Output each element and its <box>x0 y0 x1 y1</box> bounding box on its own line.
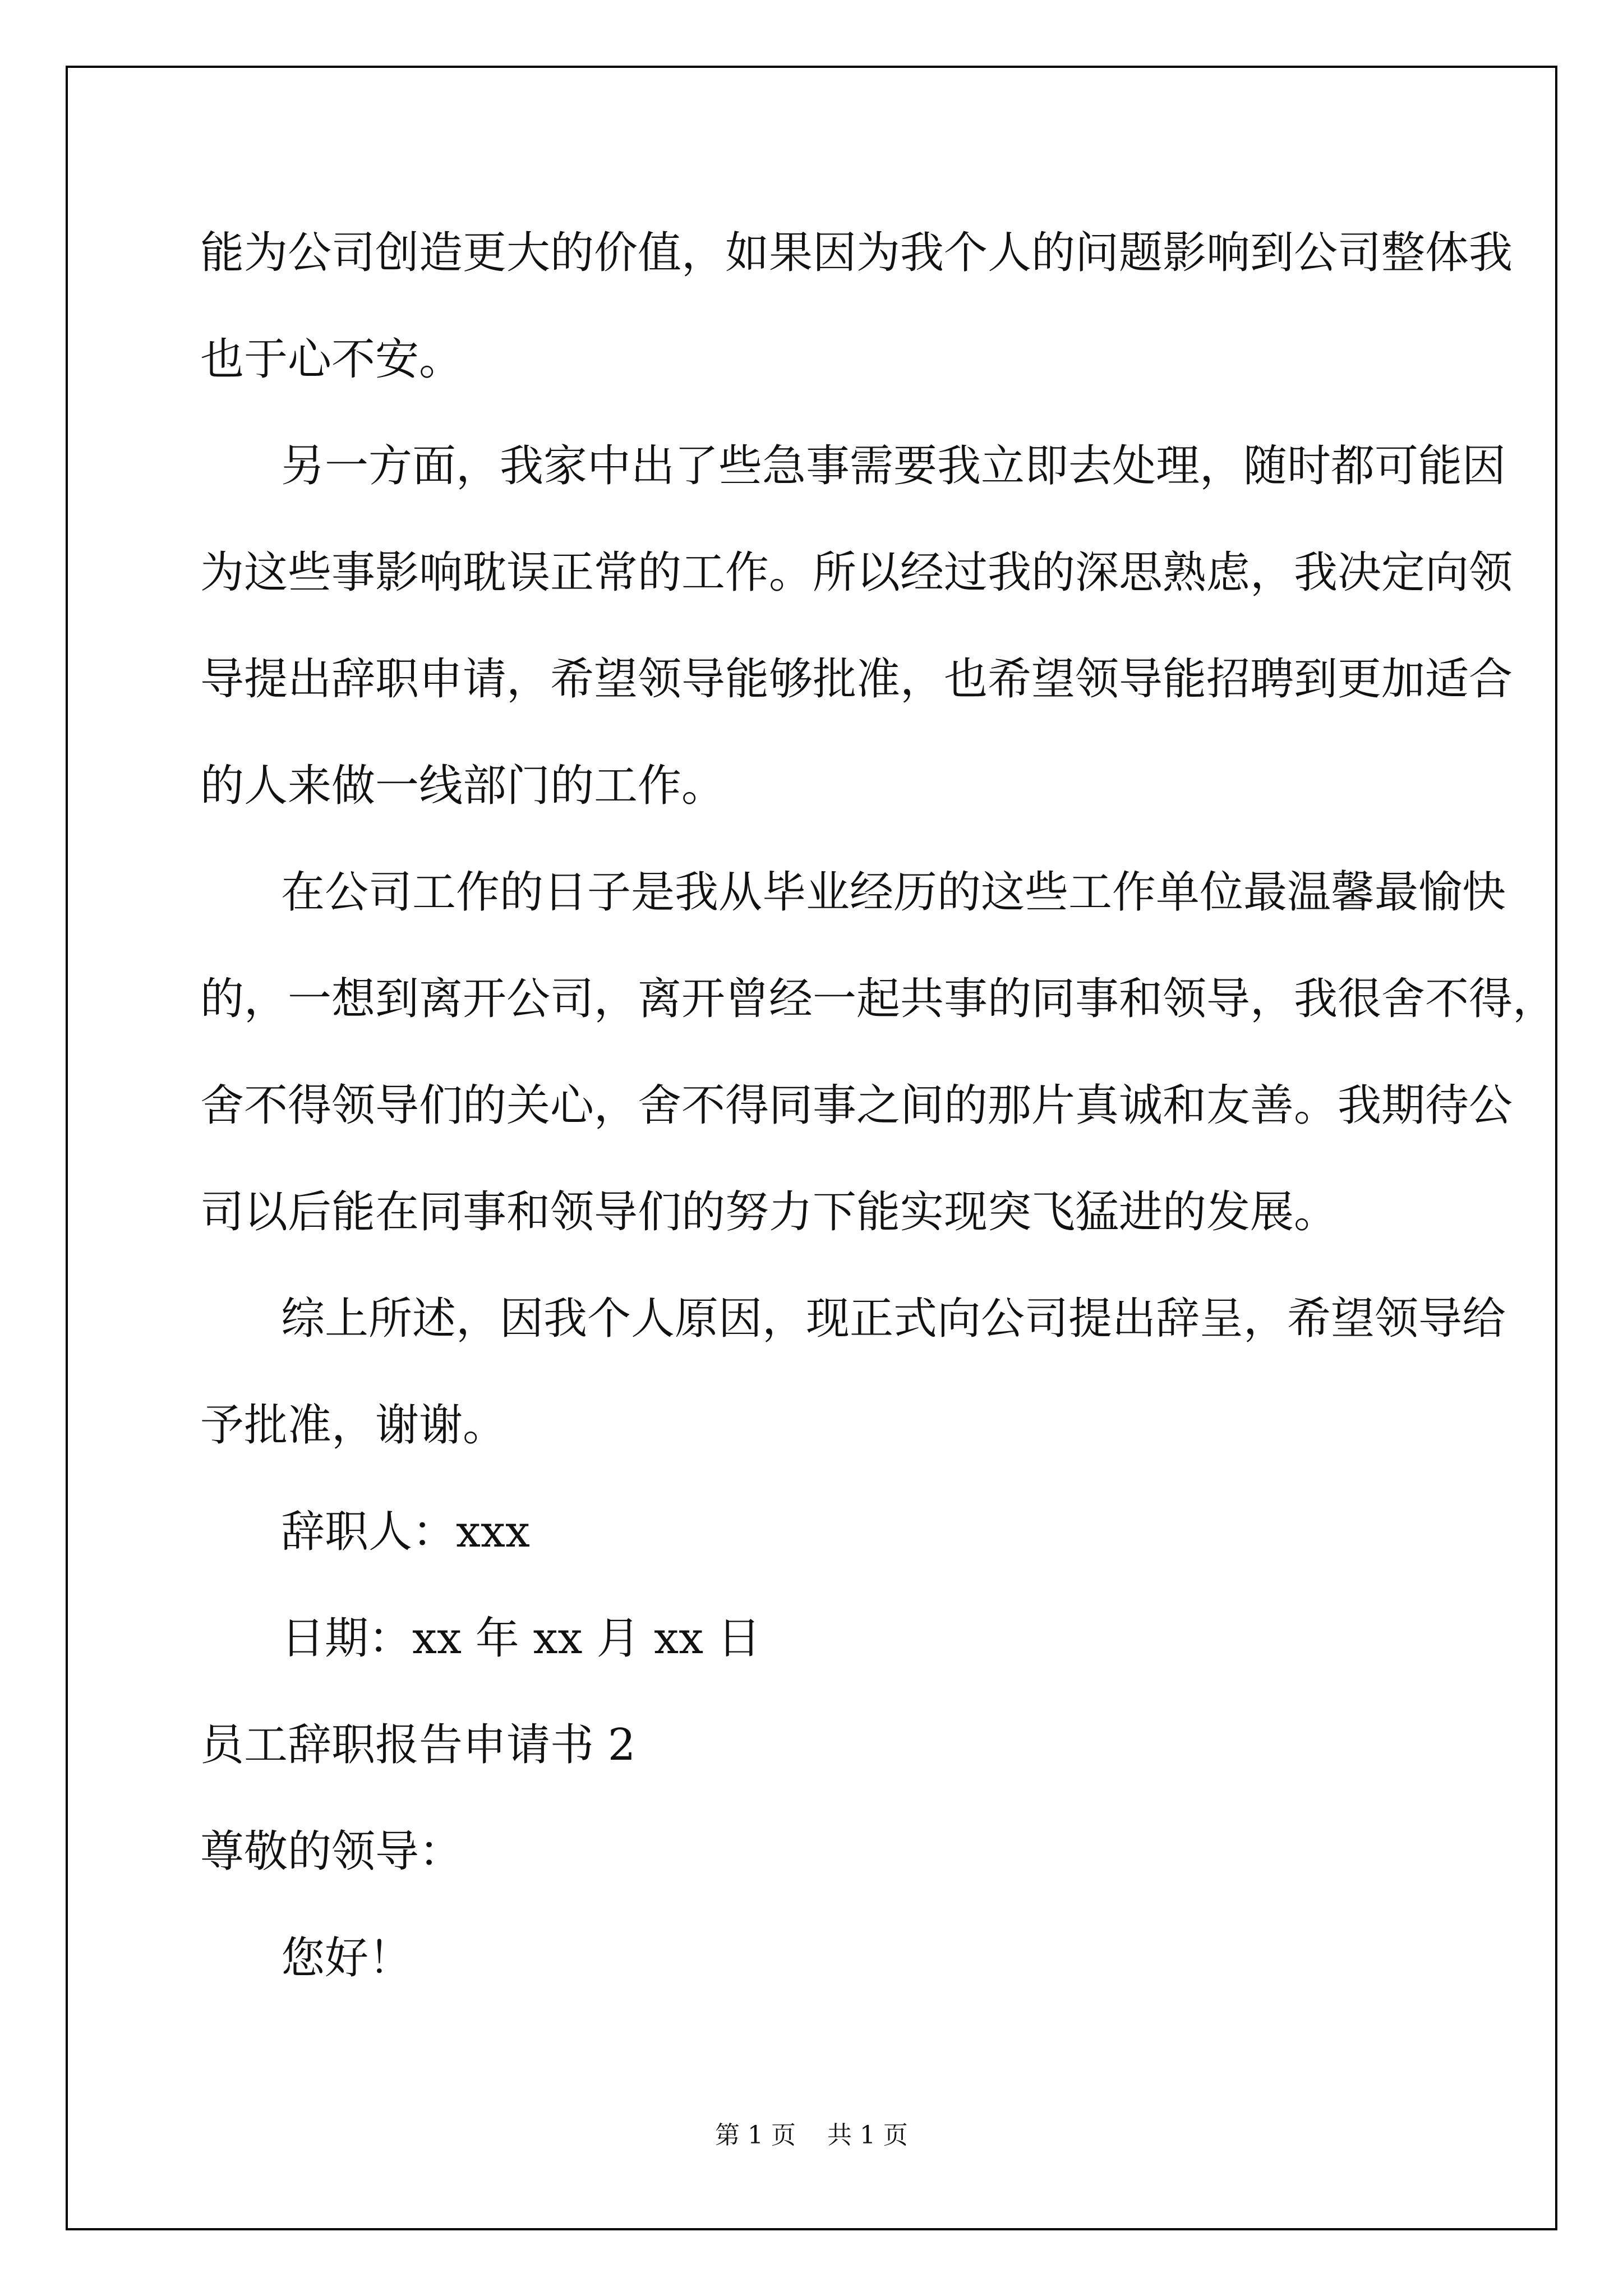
section-title: 员工辞职报告申请书 2 <box>200 1720 636 1770</box>
paragraph-line: 的，一想到离开公司，离开曾经一起共事的同事和领导，我很舍不得， <box>200 974 1557 1024</box>
date-line: 日期：xx 年 xx 月 xx 日 <box>281 1613 761 1664</box>
paragraph-line: 舍不得领导们的关心，舍不得同事之间的那片真诚和友善。我期待公 <box>200 1080 1513 1131</box>
paragraph-line: 综上所述，因我个人原因，现正式向公司提出辞呈，希望领导给 <box>281 1294 1506 1344</box>
paragraph-line: 能为公司创造更大的价值，如果因为我个人的问题影响到公司整体我 <box>200 228 1513 278</box>
paragraph-line: 司以后能在同事和领导们的努力下能实现突飞猛进的发展。 <box>200 1187 1338 1237</box>
signature-line: 辞职人：xxx <box>281 1507 530 1557</box>
paragraph-line: 另一方面，我家中出了些急事需要我立即去处理，随时都可能因 <box>281 441 1506 491</box>
paragraph-line: 导提出辞职申请，希望领导能够批准，也希望领导能招聘到更加适合 <box>200 654 1513 705</box>
page-number: 第 1 页 共 1 页 <box>715 2121 908 2150</box>
paragraph-line: 在公司工作的日子是我从毕业经历的这些工作单位最温馨最愉快 <box>281 867 1506 918</box>
paragraph-line: 予批准，谢谢。 <box>200 1400 507 1451</box>
salutation: 尊敬的领导： <box>200 1826 463 1877</box>
greeting: 您好！ <box>281 1933 413 1984</box>
paragraph-line: 的人来做一线部门的工作。 <box>200 761 726 811</box>
paragraph-line: 为这些事影响耽误正常的工作。所以经过我的深思熟虑，我决定向领 <box>200 547 1513 598</box>
paragraph-line: 也于心不安。 <box>200 334 463 385</box>
page-border <box>66 66 1557 2230</box>
